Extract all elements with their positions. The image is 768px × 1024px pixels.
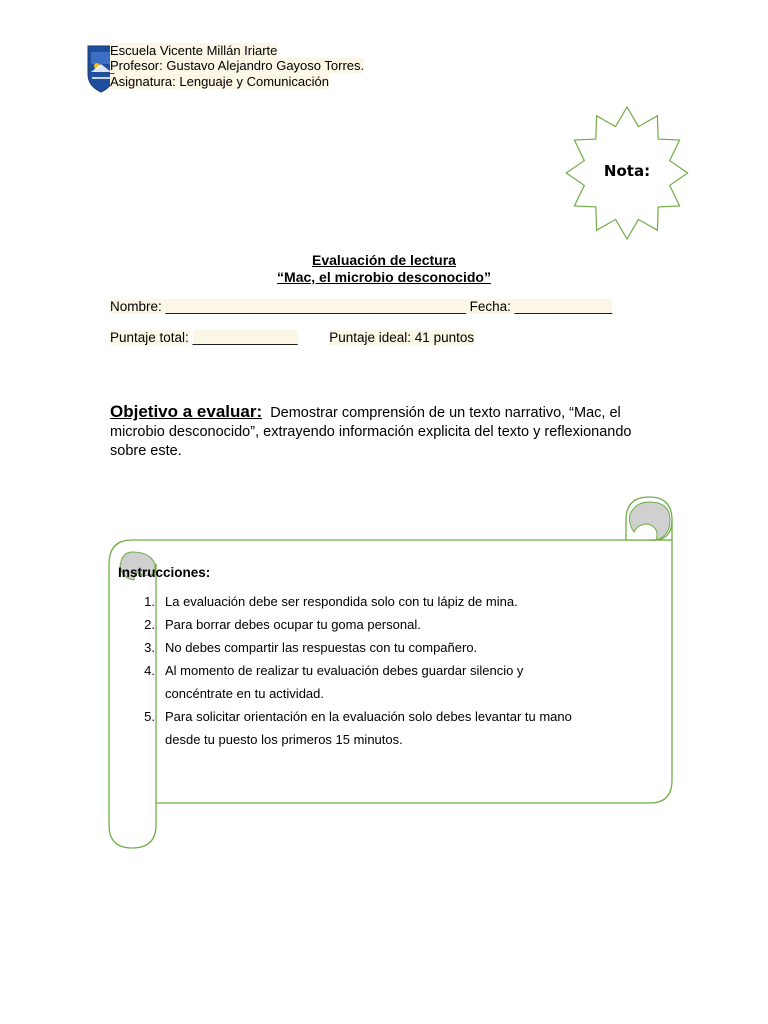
story-title: “Mac, el microbio desconocido” bbox=[277, 269, 491, 285]
instruction-number: 3. bbox=[144, 640, 155, 655]
instruction-item bbox=[140, 705, 660, 751]
instruction-text: concéntrate en tu actividad. bbox=[165, 686, 324, 701]
teacher-name: Profesor: Gustavo Alejandro Gayoso Torres. bbox=[110, 58, 365, 73]
objective-heading: Objetivo a evaluar: bbox=[110, 402, 263, 421]
instruction-item bbox=[140, 590, 660, 613]
instruction-number: 2. bbox=[144, 617, 155, 632]
subject-name: Asignatura: Lenguaje y Comunicación bbox=[110, 74, 329, 89]
name-label: Nombre: bbox=[110, 299, 162, 314]
score-label: Puntaje total: bbox=[110, 330, 189, 345]
instruction-text: Para solicitar orientación en la evaluación solo debes levantar tu mano bbox=[165, 709, 572, 724]
instruction-item bbox=[140, 636, 660, 659]
instruction-number: 1. bbox=[144, 594, 155, 609]
instruction-number: 5. bbox=[144, 709, 155, 724]
school-name: Escuela Vicente Millán Iriarte bbox=[110, 43, 278, 58]
date-field[interactable]: _____________ bbox=[514, 299, 613, 314]
objective-text: Demostrar comprensión de un texto narrativo, “Mac, el microbio desconocido”, extrayendo información explicita del texto y reflexionando sobre este. bbox=[110, 405, 632, 459]
instruction-text: Para borrar debes ocupar tu goma personal. bbox=[165, 617, 421, 632]
score-row bbox=[110, 330, 474, 345]
instruction-text: No debes compartir las respuestas con tu compañero. bbox=[165, 640, 478, 655]
instructions-list bbox=[140, 590, 660, 751]
instruction-text: desde tu puesto los primeros 15 minutos. bbox=[165, 732, 403, 747]
instruction-item bbox=[140, 613, 660, 636]
objective-paragraph bbox=[110, 402, 670, 461]
evaluation-title: Evaluación de lectura bbox=[312, 252, 456, 268]
grade-label: Nota: bbox=[603, 162, 651, 180]
instructions-title: Instrucciones: bbox=[118, 565, 211, 580]
date-label: Fecha: bbox=[469, 299, 511, 314]
ideal-score: Puntaje ideal: 41 puntos bbox=[329, 330, 475, 345]
name-date-row bbox=[110, 299, 612, 314]
instruction-text: Al momento de realizar tu evaluación debes guardar silencio y bbox=[165, 663, 524, 678]
score-field[interactable]: ______________ bbox=[192, 330, 298, 345]
instruction-item bbox=[140, 659, 660, 705]
name-field[interactable]: ________________________________________ bbox=[165, 299, 466, 314]
instruction-text: La evaluación debe ser respondida solo con tu lápiz de mina. bbox=[165, 594, 518, 609]
instruction-number: 4. bbox=[144, 663, 155, 678]
